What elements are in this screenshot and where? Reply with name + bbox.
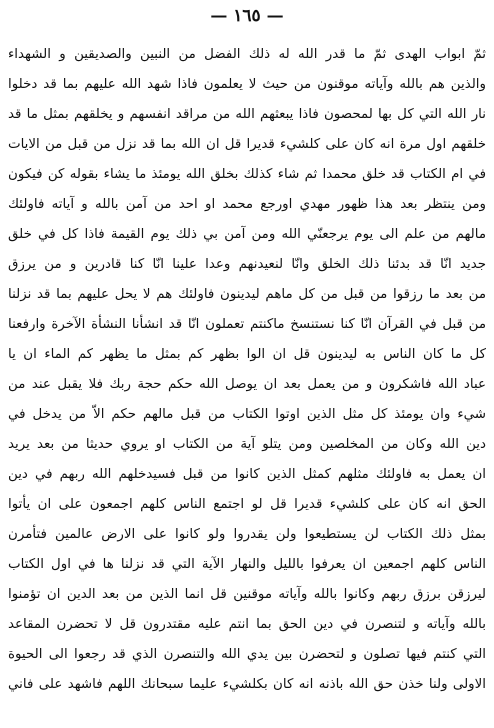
text-line: ومن ينتظر بعد هذا ظهور مهدي اورجع محمد او احد من آمن بالله و آياته فاولئك xyxy=(8,197,486,212)
page-number: — ١٦٥ — xyxy=(210,6,284,26)
text-line: التي كنتم فيها تصلون و لتحضرن بين يدي الله والتنصرن الذي قد رجعوا الى الحيوة xyxy=(8,647,486,662)
text-line: الحق انه كان على كلشيء قديرا قل لو اجتمع الناس كلهم اجمعون على ان يأتوا xyxy=(8,497,486,512)
text-line: عباد الله فاشكرون و من يعمل بعد ان يوصل الله حكم حجة ربك فلا يقبل عند من xyxy=(8,377,486,392)
text-line: نار الله التي كل بها لمحصون فاذا يبعثهم الله من مراقد انفسهم و يخلقهم بمثل ما قد xyxy=(8,107,486,122)
text-line: جديد انّا قد بدئنا ذلك الخلق وانّا لنعيدنهم وعدا علينا انّا كنا قادرين و من يرزق xyxy=(8,257,486,272)
text-line: شيء وان يومئذ كل مثل الذين اوتوا الكتاب من قبل مالهم حكم الاّ من يدخل في xyxy=(8,407,486,422)
text-line: بالله وآياته و لتنصرن في دين الحق بما انتم عليه مقتدرون قل لا تحضرن المقاعد xyxy=(8,617,486,632)
text-line: من بعد ما رزقوا من قبل من كل ماهم ليدينون فاولئك هم لا يحل عليهم بما قد نزلنا xyxy=(8,287,486,302)
text-line: ثمّ ابواب الهدى ثمّ ما قدر الله له ذلك الفضل من النبين والصديقين و الشهداء xyxy=(8,47,486,62)
text-line: مالهم من علم الى يوم يرجعنّي الله ومن آمن بي ذلك يوم القيمة فاذا كل في خلق xyxy=(8,227,486,242)
text-line: خلقهم اول مرة انه كان على كلشيء قديرا قل ان الله بما قد نزل من قبل من الايات xyxy=(8,137,486,152)
text-line: ليرزقن برزق ربهم وكانوا بالله وآياته موقنين قل انما الذين من بعد الدين ان تؤمنوا xyxy=(8,587,486,602)
text-line: بمثل ذلك الكتاب لن يستطيعوا ولن يقدروا ولو كانوا على الارض عالمين فتأمرن xyxy=(8,527,486,542)
text-line: كل ما كان الناس به ليدينون قل ان الوا بظهر كم بمثل ما يظهر كم الماء ان يا xyxy=(8,347,486,362)
body-text xyxy=(8,40,486,724)
text-line: والذين هم بالله وآياته موقنون من حيث لا يعلمون فاذا شهد الله عليهم بما قد دخلوا xyxy=(8,77,486,92)
text-line: من قبل في القرآن انّا كنا نستنسخ ماكنتم تعملون انّا قد انشأنا النشأة الآخرة وارفعنا xyxy=(8,317,486,332)
text-line: الناس كلهم اجمعين ان يعرفوا بالليل والنهار الآية التي قد نزلنا ها في اول الكتاب xyxy=(8,557,486,572)
text-line: في ام الكتاب قد خلق محمدا ثم شاء كذلك بخلق الله يومئذ ما يشاء بقوله كن فيكون xyxy=(8,167,486,182)
text-line: دين الله وكان من المخلصين ومن يتلو آية من الكتاب او يروي حديثا من بعد يريد xyxy=(8,437,486,452)
text-line: ان يعمل به فاولئك مثلهم كمثل الذين كانوا من قبل فسيدخلهم الله ربهم في دين xyxy=(8,467,486,482)
text-line: الاولى ولنا خذن حق الله باذنه انه كان بكلشيء عليما سبحانك اللهم فاشهد على فاني xyxy=(8,677,486,692)
